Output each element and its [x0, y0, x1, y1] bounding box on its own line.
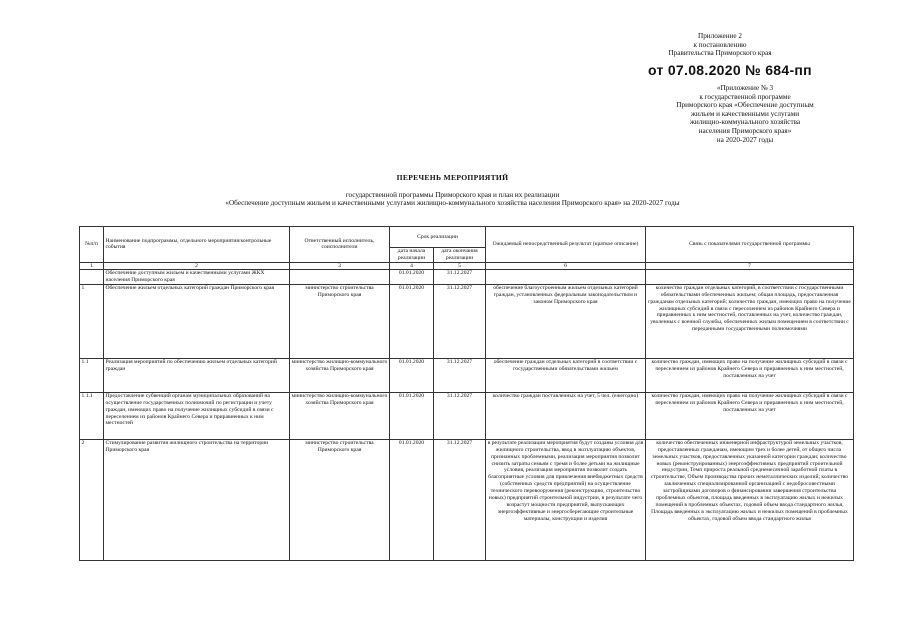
document-title: ПЕРЕЧЕНЬ МЕРОПРИЯТИЙ [396, 173, 509, 182]
header-result: Ожидаемый непосредственный результат (краткое описание) [486, 227, 646, 263]
row-executor: министерство строительства Приморского края [290, 284, 390, 358]
header-link: Связь с показателями государственной программы [646, 227, 854, 263]
appendix2-line: жилищно-коммунального хозяйства [689, 118, 801, 127]
document-subtitle-program: «Обеспечение доступным жильем и качественными услугами жилищно-коммунального хозяйства населения Приморского края» на 2020-2027 годы [225, 199, 680, 207]
program-appendix-block [640, 84, 850, 144]
row-name: Стимулирование развития жилищного строительства на территории Приморского края [104, 439, 290, 560]
appendix-line: Правительства Приморского края [668, 49, 772, 58]
row-end: 31.12.2027 [434, 269, 486, 284]
row-num: 1.1.1 [80, 392, 104, 439]
table-row [80, 439, 854, 560]
column-number: 2 [104, 262, 290, 269]
row-result: количество граждан поставленных на учет, 5 чел. (ежегодно) [486, 392, 646, 439]
table-row [80, 392, 854, 439]
document-subtitle: государственной программы Приморского края и план их реализации [345, 191, 560, 199]
decree-date-number: от 07.08.2020 № 684-пп [648, 62, 812, 78]
row-executor [290, 269, 390, 284]
column-number: 4 [390, 262, 434, 269]
row-start: 01.01.2020 [390, 392, 434, 439]
column-number: 5 [434, 262, 486, 269]
header-num: №п/п [80, 227, 104, 263]
row-link: количество граждан отдельных категорий, в соответствии с государственными обязательствами обеспеченных жильем; общая площадь, предоставленная гражданам отдельных категорий; количество граждан, имеющих право на получение жилищных субсидий в связи с переселением из районов Крайнего Севера и приравненных к ним местностей, поставленных на учет, количество граждан, уволенных с военной службы, обеспеченных жилым помещением в соответствии с переданными государственными полномочиями [646, 284, 854, 358]
row-link: количество обеспеченных инженерной инфраструктурой земельных участков, предоставленных гражданам, имеющим трех и более детей, от общего числа земельных участков, предоставленных указанной категории граждан; количество новых (реконструированных) энергоэффективных предприятий строительной индустрии, Темп прироста реальной среднемесячной заработной платы в строительстве, Объем производства прочих неметаллических изделий; количество заключенных специализированной организацией с недобросовестными застройщиками договоров о финансировании завершения строительства проблемных объектов, площадь введенных в эксплуатацию жилых и нежилых помещений в проблемных объектах, годовой объем ввода стандартного жилья, Площадь введенных в эксплуатацию жилых и нежилых помещений в проблемных объектах, годовой объем ввода стандартного жилья [646, 439, 854, 560]
row-result: в результате реализации мероприятия будут созданы условия для жилищного строительства, ввод в эксплуатацию объектов, признанных проблемными, реализация мероприятия позволит снизить затраты семьям с тремя и более детьми на жилищные условия, реализация мероприятия позволит создать благоприятные условия для привлечения внебюджетных средств (собственных средств предприятий) на осуществление технического перевооружения (реконструкцию, строительство новых) предприятий строительной индустрии, в результате чего возрастут мощности предприятий, выпускающих энергоэффективные и энергосберегающие строительные материалы, конструкции и изделия [486, 439, 646, 560]
row-start: 01.01.2020 [390, 284, 434, 358]
row-num: 1 [80, 284, 104, 358]
table-row [80, 358, 854, 392]
row-executor: министерство жилищно-коммунального хозяйства Приморского края [290, 392, 390, 439]
appendix2-line: «Приложение № 3 [716, 84, 774, 92]
appendix2-line: на 2020-2027 годы [716, 135, 774, 144]
appendix-line: к постановлению [693, 40, 747, 49]
column-numbers-row [80, 262, 854, 269]
row-executor: министерство жилищно-коммунального хозяйства Приморского края [290, 358, 390, 392]
header-term: Срок реализации [390, 227, 486, 248]
row-end: 31.12.2027 [434, 392, 486, 439]
row-result [486, 269, 646, 284]
row-end: 31.12.2027 [434, 439, 486, 560]
row-link: количество граждан, имеющих право на получение жилищных субсидий в связи с переселением из районов Крайнего Севера и приравненных к ним местностей, поставленных на учет [646, 358, 854, 392]
row-name: Предоставление субвенций органам муниципальных образований на осуществление государственных полномочий по регистрации и учету граждан, имеющих право на получение жилищных субсидий в связи с переселением из районов Крайнего Севера и приравненных к ним местностей [104, 392, 290, 439]
row-name: Обеспечение жильем отдельных категорий граждан Приморского края [104, 284, 290, 358]
appendix2-line: населения Приморского края» [698, 126, 792, 135]
row-end: 31.12.2027 [434, 358, 486, 392]
row-link: количество граждан, имеющих право на получение жилищных субсидий в связи с переселением из районов Крайнего Севера и приравненных к ним местностей, поставленных на учет [646, 392, 854, 439]
row-name: Обеспечение доступным жильем и качественными услугами ЖКХ населения Приморского края [104, 269, 290, 284]
row-executor: министерство строительства Приморского края [290, 439, 390, 560]
table-row [80, 284, 854, 358]
row-start: 01.01.2020 [390, 269, 434, 284]
appendix2-line: к государственной программе [699, 92, 791, 101]
appendix2-line: жильем и качественными услугами [690, 109, 800, 118]
header-start: дата начала реализации [390, 248, 434, 263]
row-result: обеспечение благоустроенным жильем отдельных категорий граждан, установленных федеральным законодательством и законом Приморского края [486, 284, 646, 358]
column-number: 1 [80, 262, 104, 269]
column-number: 6 [486, 262, 646, 269]
header-end: дата окончания реализации [434, 248, 486, 263]
row-num [80, 269, 104, 284]
row-start: 01.01.2020 [390, 358, 434, 392]
row-end: 31.12.2027 [434, 284, 486, 358]
appendix-block [600, 32, 840, 58]
row-link [646, 269, 854, 284]
column-number: 3 [290, 262, 390, 269]
table-row [80, 269, 854, 284]
column-number: 7 [646, 262, 854, 269]
measures-table [79, 226, 854, 561]
header-name: Наименование подпрограммы, отдельного мероприятия/контрольные события [104, 227, 290, 263]
appendix-line: Приложение 2 [698, 32, 742, 40]
row-result: обеспечение граждан отдельных категорий в соответствии с государственными обязательствами жильем [486, 358, 646, 392]
appendix2-line: Приморского края «Обеспечение доступным [676, 101, 814, 110]
row-name: Реализация мероприятий по обеспечению жильем отдельных категорий граждан [104, 358, 290, 392]
row-start: 01.01.2020 [390, 439, 434, 560]
row-num: 2 [80, 439, 104, 560]
table-header-row [80, 227, 854, 248]
row-num: 1.1 [80, 358, 104, 392]
header-executor: Ответственный исполнитель, соисполнители [290, 227, 390, 263]
